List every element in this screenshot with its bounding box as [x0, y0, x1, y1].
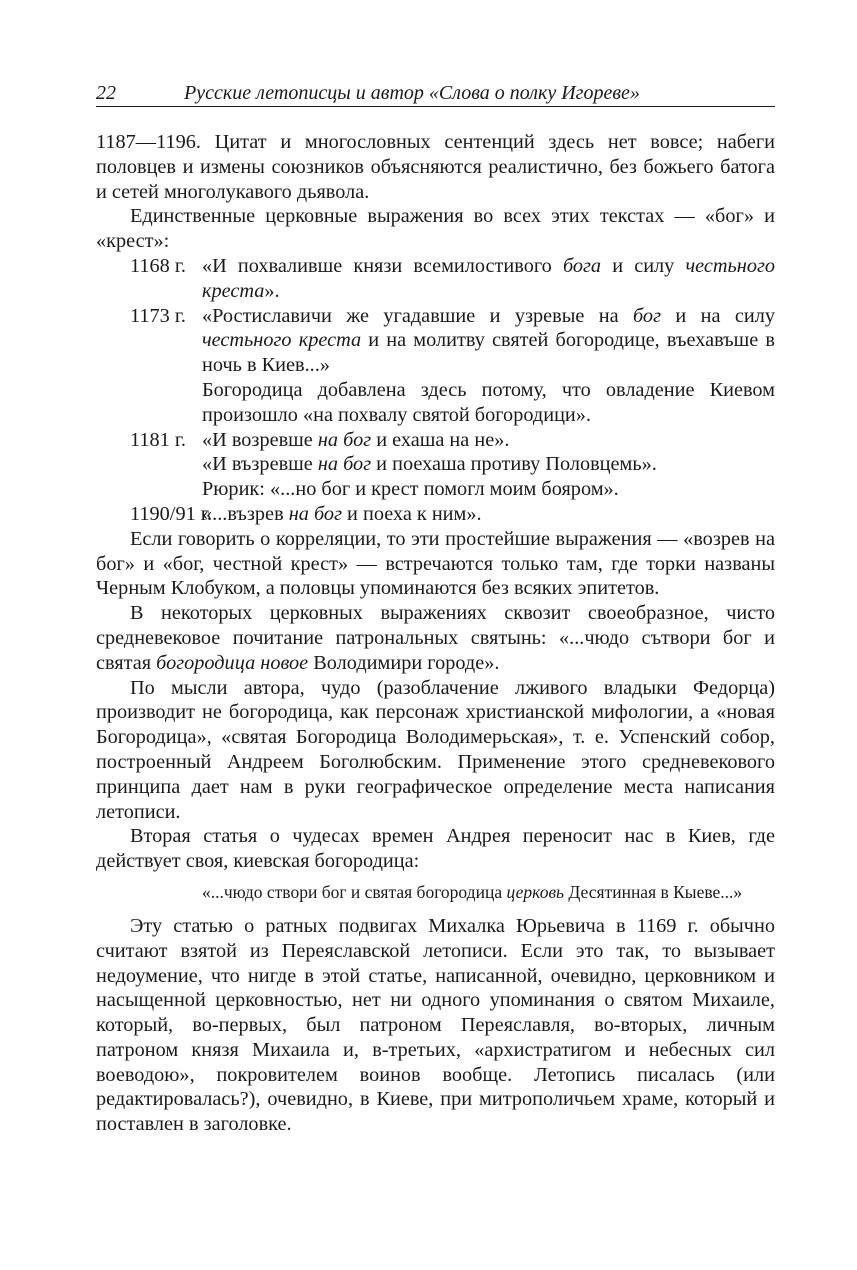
entry-text: [202, 304, 775, 378]
entry-italic: честьного креста: [202, 329, 362, 352]
entry-text-part: «Ростиславичи же угадавшие и узревые на: [202, 304, 633, 327]
running-header: [96, 80, 775, 107]
paragraph-1: 1187—1196. Цитат и многословных сентенций здесь нет вовсе; набеги половцев и измены союзников объясняются реалистично, без божьего батога и сетей многолукавого дьявола.: [96, 131, 775, 203]
entry-text: [202, 254, 775, 304]
main-text: [96, 130, 775, 1137]
entry-year: 1190/91 г.: [130, 502, 212, 525]
paragraph-text-part: Володимири городе».: [308, 651, 500, 674]
entry-italic: на бог: [317, 453, 372, 476]
running-title: Русские летописцы и автор «Слова о полку Игореве»: [184, 82, 640, 104]
paragraph-5: По мысли автора, чудо (разоблачение лживого владыки Федорца) производит не богородица, как персонаж христианской мифологии, а «новая Богородица», «святая Богородица Володимерьская», т. е. Успенский собор, построенный Андреем Боголюбским. Применение этого средневекового принципа дает нам в руки географическое определение места написания летописи.: [96, 676, 775, 823]
page-number: 22: [96, 82, 116, 104]
paragraph-6: Вторая статья о чудесах времен Андрея переносит нас в Киев, где действует своя, киевская богородица:: [96, 825, 775, 873]
entry-text-part: и ехаша на не».: [371, 428, 510, 451]
entry-text-part: и на молитву святей богородице, въехавъше в ночь в Киев...»: [202, 329, 775, 377]
chronicle-entry-1173: [96, 304, 775, 378]
entry-text-part: и силу: [601, 254, 686, 277]
entry-year: 1168 г.: [130, 254, 186, 277]
quote-italic: церковь: [506, 881, 565, 902]
quote-text-part: Десятинная в Кыеве...»: [564, 881, 743, 902]
paragraph-text-part: В некоторых церковных выражениях сквозит своеобразное, чисто средневековое почитание патрональных святынь: «...чюдо сътвори бог и святая: [96, 602, 775, 674]
entry-italic: бог: [633, 304, 661, 327]
entry-italic: бога: [562, 254, 602, 277]
entry-text-part: и на силу: [661, 304, 775, 327]
entry-text: [202, 428, 775, 453]
entry-line-1181-3: Рюрик: «...но бог и крест помогл моим бояром».: [202, 478, 619, 501]
entry-text-part: «И похваливше князи всемилостивого: [202, 254, 563, 277]
block-quote: [96, 880, 775, 904]
paragraph-3: Если говорить о корреляции, то эти простейшие выражения — «возрев на бог» и «бог, честной крест» — встречаются только там, где торки названы Черным Клобуком, а половцы упоминаются без всяких эпитетов.: [96, 527, 775, 600]
paragraph-4: [96, 601, 775, 675]
entry-text-part: «...възрев: [202, 502, 289, 525]
chronicle-entry-1168: [96, 254, 775, 304]
paragraph-italic: богородица новое: [156, 651, 309, 674]
entry-text: [202, 502, 775, 527]
entry-note-1173: Богородица добавлена здесь потому, что овладение Киевом произошло «на похвалу святой богородици».: [202, 378, 775, 426]
entry-text-part: и поеха к ним».: [341, 502, 482, 525]
paragraph-2: Единственные церковные выражения во всех этих текстах — «бог» и «крест»:: [96, 205, 775, 253]
entry-year: 1173 г.: [130, 304, 186, 327]
entry-italic: на бог: [317, 428, 372, 451]
entry-text-part: и поехаша противу Половцемь».: [371, 453, 657, 476]
entry-italic: на бог: [288, 502, 342, 525]
entry-text-part: ».: [264, 279, 280, 302]
entry-year: 1181 г.: [130, 428, 186, 451]
chronicle-entry-1190: [96, 502, 775, 527]
entry-text-part: «И возревше: [202, 428, 318, 451]
quote-text-part: «...чюдо створи бог и святая богородица: [202, 881, 507, 902]
entry-italic: честьного креста: [202, 254, 776, 302]
chronicle-entry-1181: [96, 428, 775, 453]
entry-text-part: «И възревше: [202, 453, 318, 476]
entry-line-1181-2: [96, 452, 775, 477]
paragraph-7: Эту статью о ратных подвигах Михалка Юрьевича в 1169 г. обычно считают взятой из Переяславской летописи. Если это так, то вызывает недоумение, что нигде в этой статье, написанной, очевидно, церковником и насыщенной церковностью, нет ни одного упоминания о святом Михаиле, который, во-первых, был патроном Переяславля, во-вторых, личным патроном князя Михаила и, в-третьих, «архистратигом и небесных сил воеводою», покровителем воинов вообще. Летопись писалась (или редактировалась?), очевидно, в Киеве, при митрополичьем храме, который и поставлен в заголовке.: [96, 914, 775, 1136]
